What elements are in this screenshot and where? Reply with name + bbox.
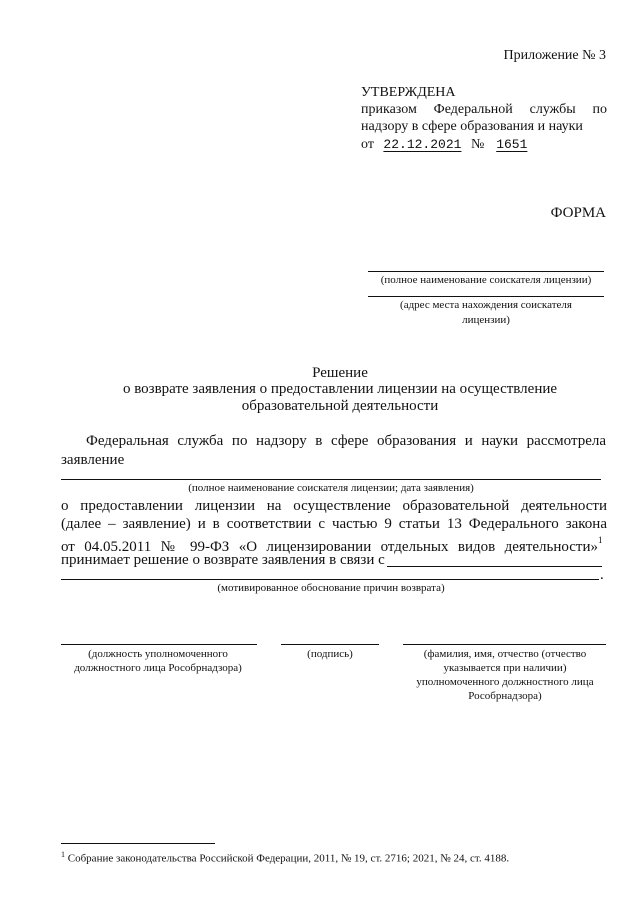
footnote — [61, 847, 509, 867]
number-sign: № — [470, 137, 485, 152]
address-caption-2: лицензии) — [462, 314, 510, 326]
order-line-2: надзору в сфере образования и науки — [361, 119, 583, 134]
para1-line-2: заявление — [61, 452, 125, 468]
fio-caption-3: уполномоченного должностного лица — [416, 676, 594, 688]
order-date: 22.12.2021 — [383, 137, 462, 152]
position-caption-2: должностного лица Рособрнадзора) — [74, 662, 242, 674]
document-title-line-2: о возврате заявления о предоставлении лицензии на осуществление — [122, 381, 558, 397]
approved-label: УТВЕРЖДЕНА — [361, 85, 456, 100]
footnote-mark: 1 — [61, 850, 65, 859]
footnote-separator — [61, 843, 215, 844]
reason-fill-line-1 — [387, 566, 602, 567]
address-caption-1: (адрес места нахождения соискателя — [400, 299, 572, 311]
order-line-1: приказом Федеральной службы по — [361, 102, 607, 117]
applicant-date-caption: (полное наименование соискателя лицензии; дата заявления) — [188, 482, 474, 494]
document-title: Решение — [312, 365, 368, 381]
applicant-fill-line — [61, 479, 601, 480]
form-label: ФОРМА — [550, 205, 606, 221]
position-line — [61, 644, 257, 645]
fio-caption-4: Рособрнадзора) — [468, 690, 542, 702]
fio-caption-2: указывается при наличии) — [443, 662, 567, 674]
reason-caption: (мотивированное обоснование причин возврата) — [217, 582, 445, 594]
footnote-text: Собрание законодательства Российской Федерации, 2011, № 19, ст. 2716; 2021, № 24, ст. 4188. — [67, 852, 510, 865]
date-prefix: от — [361, 137, 374, 152]
signature-line — [281, 644, 379, 645]
order-number: 1651 — [496, 137, 528, 152]
document-title-line-3: образовательной деятельности — [241, 398, 439, 414]
para2-line-4: принимает решение о возврате заявления в связи с — [61, 552, 385, 568]
fio-caption-1: (фамилия, имя, отчество (отчество — [423, 648, 587, 660]
applicant-name-line — [368, 271, 604, 272]
position-caption-1: (должность уполномоченного — [88, 648, 228, 660]
para2-line-2: (далее – заявление) и в соответствии с частью 9 статьи 13 Федерального закона — [61, 516, 607, 532]
applicant-name-caption: (полное наименование соискателя лицензии) — [380, 274, 592, 286]
signature-caption: (подпись) — [307, 648, 353, 660]
appendix-label: Приложение № 3 — [503, 48, 606, 63]
para1-line-1: Федеральная служба по надзору в сфере образования и науки рассмотрела — [86, 433, 606, 449]
law-reference: от 04.05.2011 № 99-ФЗ «О лицензировании отдельных видов деятельности» — [61, 539, 598, 555]
fio-line — [403, 644, 606, 645]
para2-line-1: о предоставлении лицензии на осуществление образовательной деятельности — [61, 498, 607, 514]
reason-fill-line-2 — [61, 579, 599, 580]
footnote-ref: 1 — [598, 535, 603, 545]
reason-period: . — [600, 567, 604, 583]
order-date-line — [361, 136, 536, 153]
applicant-address-line — [368, 296, 604, 297]
